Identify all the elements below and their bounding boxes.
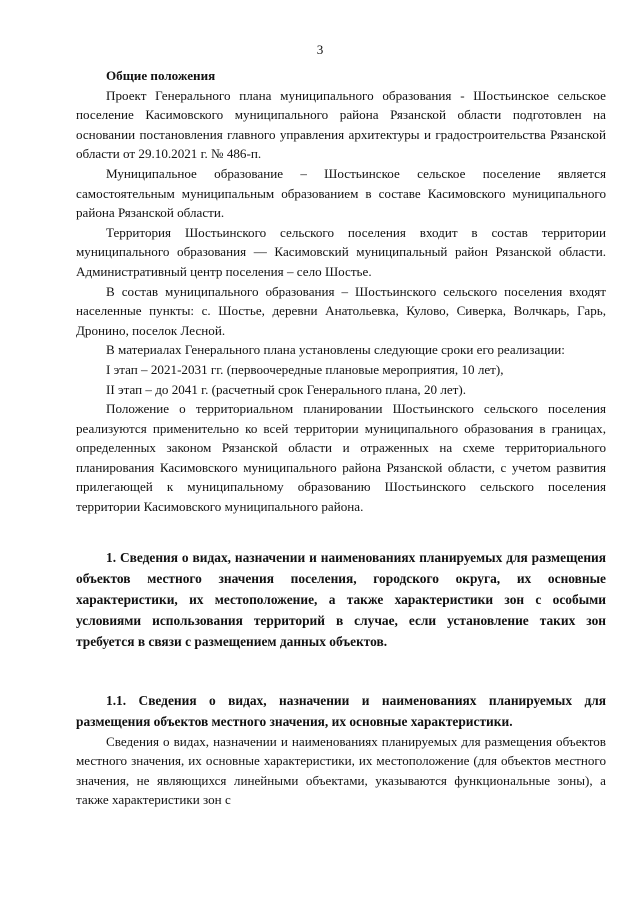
paragraph: Положение о территориальном планировании Шостьинского сельского поселения реализуются применительно ко всей территории муниципального образования в границах, определенных законом Рязанской области и отраженных на схеме территориального планирования Касимовского муниципального района Рязанской области, с учетом развития прилегающей к муниципальному образованию Шостьинского сельского поселения территории Касимовского муниципального района. — [76, 401, 606, 515]
page-number: 3 — [316, 42, 324, 57]
section-1-heading: 1. Сведения о видах, назначении и наименованиях планируемых для размещения объектов местного значения поселения, городского округа, их основные характеристики, их местоположение, а также характеристики зон с особыми условиями использования территорий в случае, если установление таких зон требуется в связи с размещением данных объектов. — [76, 549, 606, 649]
section-1-1-heading: 1.1. Сведения о видах, назначении и наименованиях планируемых для размещения объектов местного значения, их основные характеристики. — [76, 692, 606, 729]
paragraph: Сведения о видах, назначении и наименованиях планируемых для размещения объектов местного значения, их основные характеристики, их местоположение (для объектов местного значения, не являющихся линейными объектами, указываются функциональные зоны), а также характеристики зон с — [76, 733, 606, 808]
general-provisions — [76, 66, 606, 810]
general-heading: Общие положения — [106, 68, 216, 83]
paragraph: В материалах Генерального плана установлены следующие сроки его реализации: — [106, 342, 565, 358]
paragraph: В состав муниципального образования – Шостьинского сельского поселения входят населенные пункты: с. Шостье, деревни Анатольевка, Кулово, Сиверка, Волчкарь, Гарь, Дронино, поселок Лесной. — [76, 283, 606, 338]
paragraph: Территория Шостьинского сельского поселения входит в состав территории муниципального образования — Касимовский муниципальный район Рязанской области. Административный центр поселения – село Шостье. — [76, 224, 606, 279]
paragraph: Проект Генерального плана муниципального образования - Шостьинское сельское поселение Касимовского муниципального района Рязанской области подготовлен на основании постановления главного управления архитектуры и градостроительства Рязанской области от 29.10.2021 г. № 486-п. — [76, 87, 606, 162]
stage-item: I этап – 2021-2031 гг. (первоочередные плановые мероприятия, 10 лет), — [106, 361, 504, 377]
paragraph: Муниципальное образование – Шостьинское сельское поселение является самостоятельным муниципальным образованием в составе Касимовского муниципального района Рязанской области. — [76, 165, 606, 221]
stage-item: II этап – до 2041 г. (расчетный срок Генерального плана, 20 лет). — [106, 381, 467, 397]
